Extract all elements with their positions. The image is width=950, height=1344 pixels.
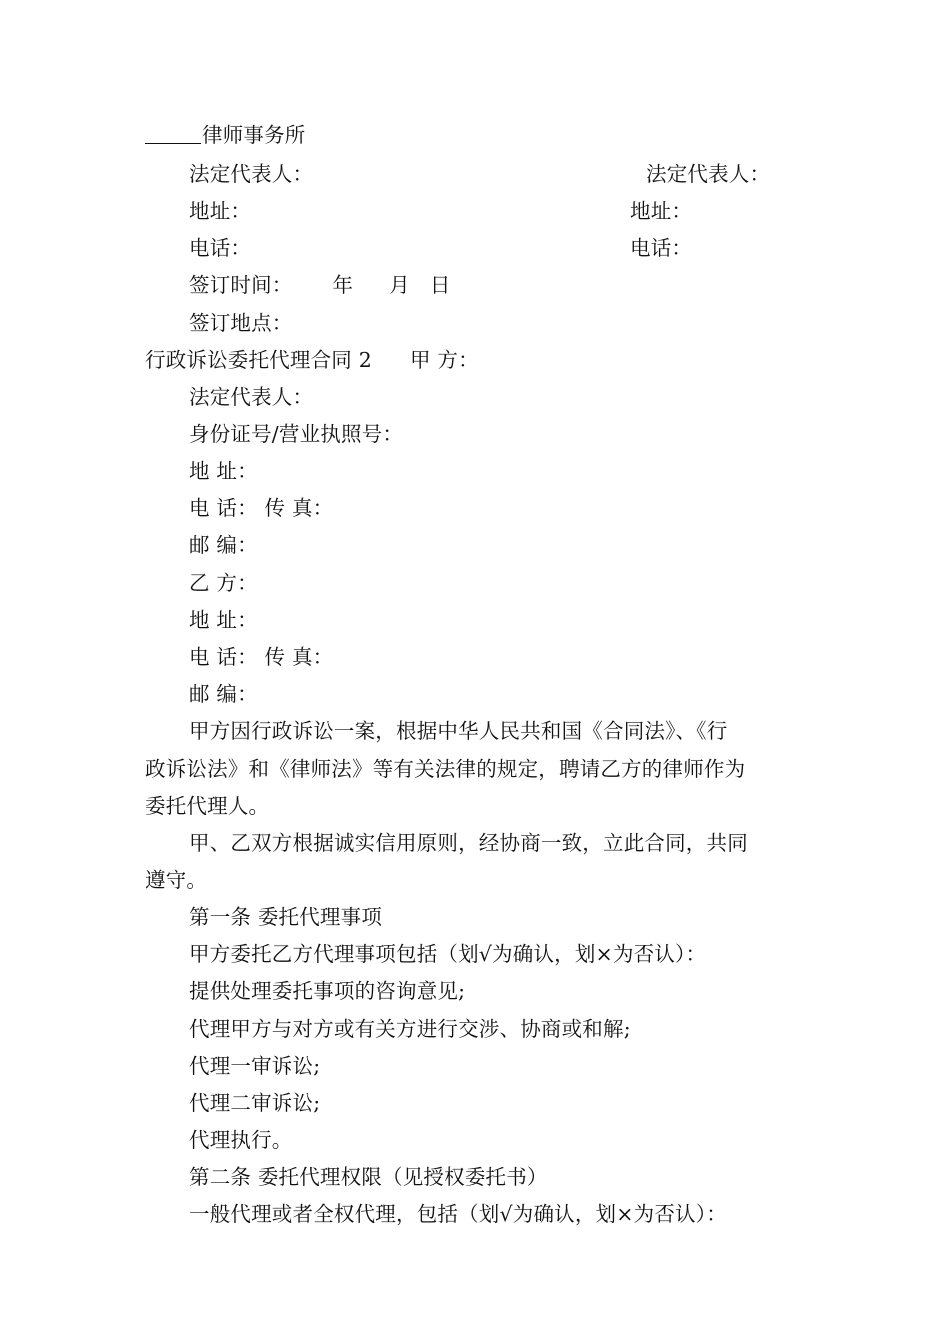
sign-year: 年 (332, 273, 354, 297)
party-a-legal-rep: 法定代表人： (189, 385, 314, 409)
party-b-address: 地 址： (189, 608, 258, 632)
firm-name: 律师事务所 (202, 123, 306, 147)
right-legal-rep: 法定代表人： (646, 162, 771, 186)
right-phone: 电话： (630, 236, 693, 260)
article-1-item: 代理一审诉讼; (189, 1054, 321, 1078)
firm-name-line (145, 122, 306, 148)
article-1-item: 代理二审诉讼; (189, 1091, 321, 1115)
party-b-phone-fax: 电 话： 传 真： (189, 645, 334, 669)
paragraph-1-line-1: 甲方因行政诉讼一案，根据中华人民共和国《合同法》、《行 (189, 719, 728, 743)
article-1-item: 代理甲方与对方或有关方进行交涉、协商或和解; (189, 1017, 631, 1041)
left-legal-rep: 法定代表人： (189, 162, 314, 186)
article-1-item: 提供处理委托事项的咨询意见; (189, 979, 466, 1003)
article-2-intro: 一般代理或者全权代理，包括（划√为确认，划×为否认）： (189, 1202, 727, 1226)
party-a-id: 身份证号/营业执照号： (189, 422, 404, 446)
article-1-title: 第一条 委托代理事项 (189, 905, 383, 929)
left-address: 地址： (189, 199, 252, 223)
paragraph-2-line-2: 遵守。 (145, 868, 208, 892)
party-b-label: 乙 方： (189, 571, 258, 595)
firm-name-blank (145, 123, 201, 144)
party-a-label: 甲 方： (409, 348, 479, 372)
paragraph-1-line-3: 委托代理人。 (145, 794, 270, 818)
sign-time-label: 签订时间： (189, 273, 293, 297)
article-2-title: 第二条 委托代理权限（见授权委托书） (189, 1165, 548, 1189)
party-b-postcode: 邮 编： (189, 682, 258, 706)
sign-month: 月 (389, 273, 410, 297)
party-a-postcode: 邮 编： (189, 533, 258, 557)
article-1-item: 代理执行。 (189, 1128, 293, 1152)
left-phone: 电话： (189, 236, 252, 260)
sign-place: 签订地点： (189, 311, 293, 335)
contract-title-line (145, 347, 479, 373)
paragraph-1-line-2: 政诉讼法》和《律师法》等有关法律的规定，聘请乙方的律师作为 (145, 757, 746, 781)
party-a-address: 地 址： (189, 459, 258, 483)
right-address: 地址： (630, 199, 693, 223)
sign-time-line (189, 272, 451, 298)
article-1-intro: 甲方委托乙方代理事项包括（划√为确认，划×为否认）： (189, 942, 707, 966)
sign-day: 日 (429, 273, 451, 297)
paragraph-2-line-1: 甲、乙双方根据诚实信用原则，经协商一致，立此合同，共同 (189, 831, 748, 855)
party-a-phone-fax: 电 话： 传 真： (189, 496, 334, 520)
contract-title: 行政诉讼委托代理合同 2 (145, 348, 372, 372)
